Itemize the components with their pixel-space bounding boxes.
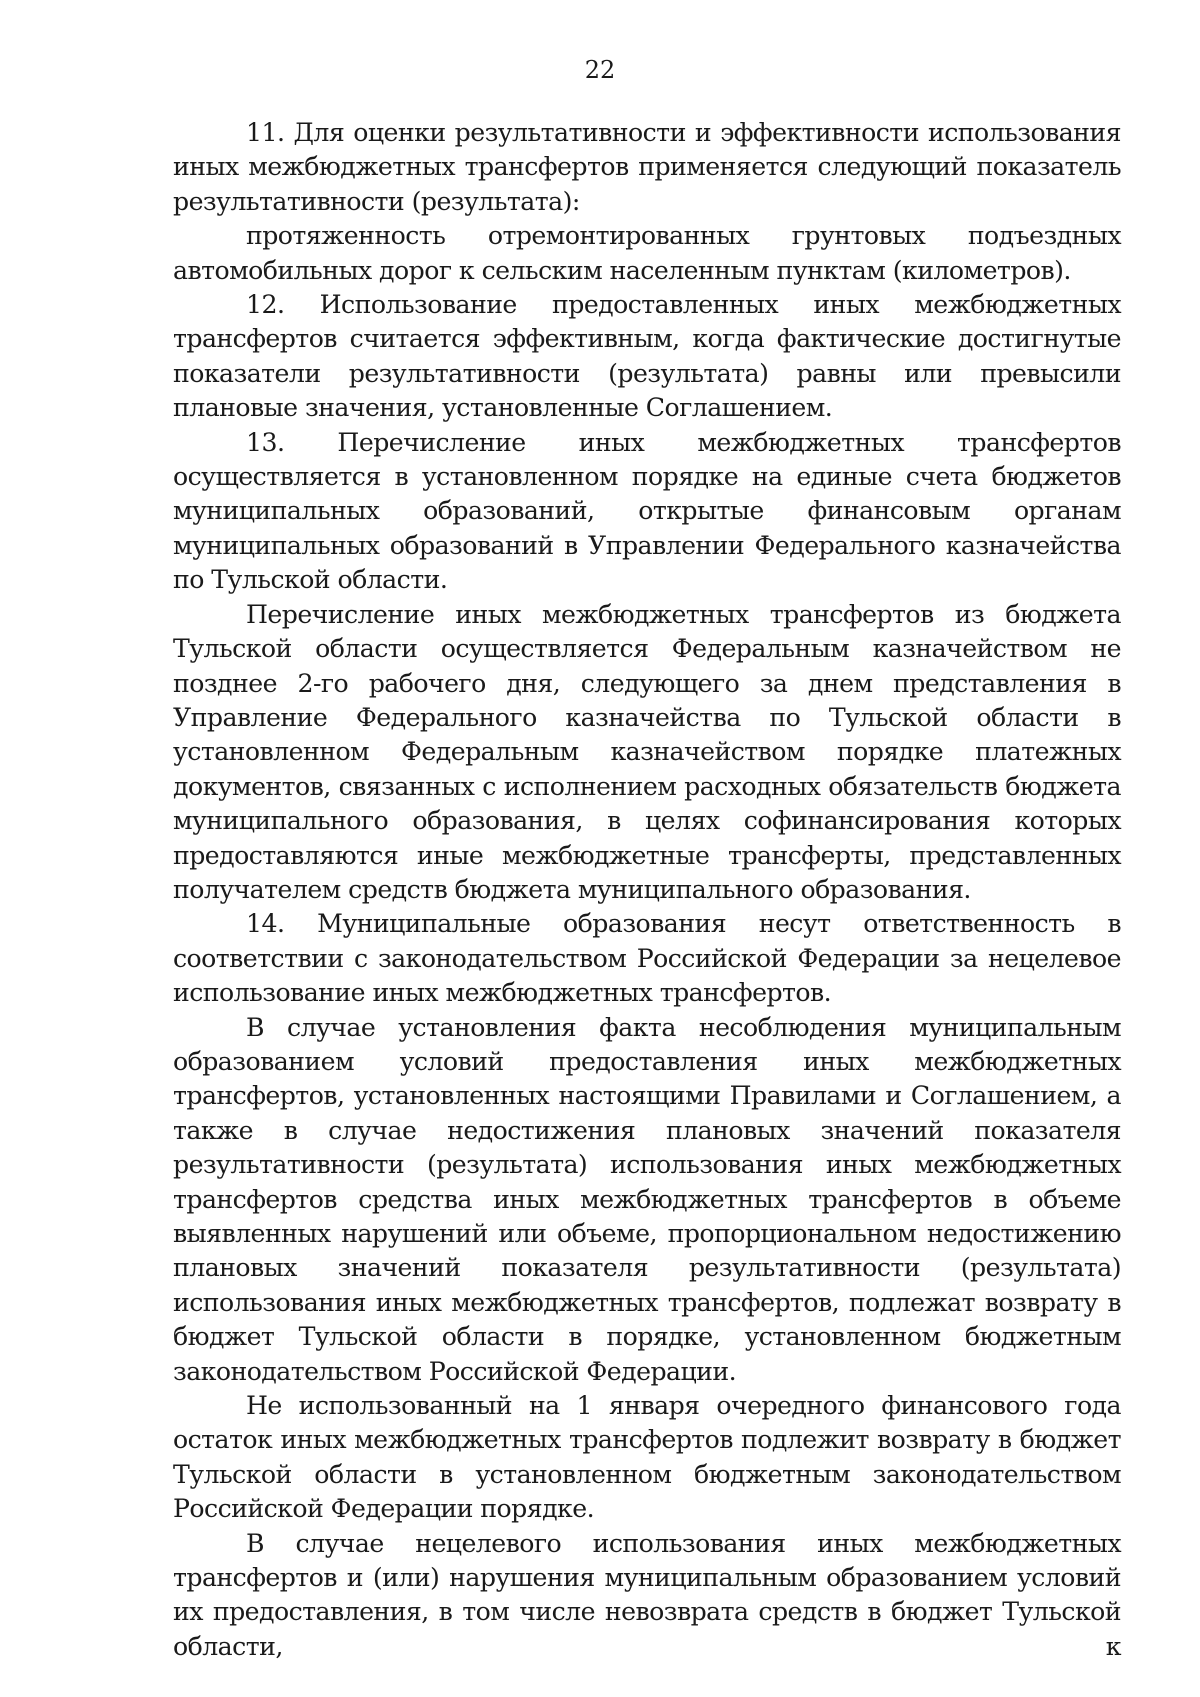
paragraph-misuse: В случае нецелевого использования иных межбюджетных трансфертов и (или) нарушения муниципальным образованием условий их предоставления, в том числе невозврата средств в бюджет Тульской области, к — [173, 1528, 1121, 1661]
paragraph-14: 14. Муниципальные образования несут ответственность в соответствии с законодательством Российской Федерации за нецелевое использование иных межбюджетных трансфертов. — [173, 909, 1121, 1008]
paragraph-violation-return: В случае установления факта несоблюдения муниципальным образованием условий предоставления иных межбюджетных трансфертов, установленных настоящими Правилами и Соглашением, а также в случае недостижения плановых значений показателя результативности (результата) использования иных межбюджетных трансфертов средства иных межбюджетных трансфертов в объеме выявленных нарушений или объеме, пропорциональном недостижению плановых значений показателя результативности (результата) использования иных межбюджетных трансфертов, подлежат возврату в бюджет Тульской области в порядке, установленном бюджетным законодательством Российской Федерации. — [173, 1012, 1121, 1386]
page-number: 22 — [584, 56, 616, 84]
paragraph-unused-balance: Не использованный на 1 января очередного финансового года остаток иных межбюджетных трансфертов подлежит возврату в бюджет Тульской области в установленном бюджетным законодательством Российской Федерации порядке. — [173, 1391, 1121, 1524]
paragraph-11-intro: 11. Для оценки результативности и эффективности использования иных межбюджетных трансфертов применяется следующий показатель результативности (результата): — [173, 118, 1121, 216]
paragraph-13: 13. Перечисление иных межбюджетных трансфертов осуществляется в установленном порядке на единые счета бюджетов муниципальных образований, открытые финансовым органам муниципальных образований в Управлении Федерального казначейства по Тульской области. — [173, 427, 1121, 595]
document-body — [173, 116, 1121, 1664]
paragraph-indicator: протяженность отремонтированных грунтовых подъездных автомобильных дорог к сельским населенным пунктам (километров). — [173, 221, 1121, 285]
paragraph-transfer-procedure: Перечисление иных межбюджетных трансфертов из бюджета Тульской области осуществляется Федеральным казначейством не позднее 2-го рабочего дня, следующего за днем представления в Управление Федерального казначейства по Тульской области в установленном Федеральным казначейством порядке платежных документов, связанных с исполнением расходных обязательств бюджета муниципального образования, в целях софинансирования которых предоставляются иные межбюджетные трансферты, представленных получателем средств бюджета муниципального образования. — [173, 599, 1121, 904]
paragraph-12: 12. Использование предоставленных иных межбюджетных трансфертов считается эффективным, когда фактические достигнутые показатели результативности (результата) равны или превысили плановые значения, установленные Соглашением. — [173, 290, 1121, 423]
